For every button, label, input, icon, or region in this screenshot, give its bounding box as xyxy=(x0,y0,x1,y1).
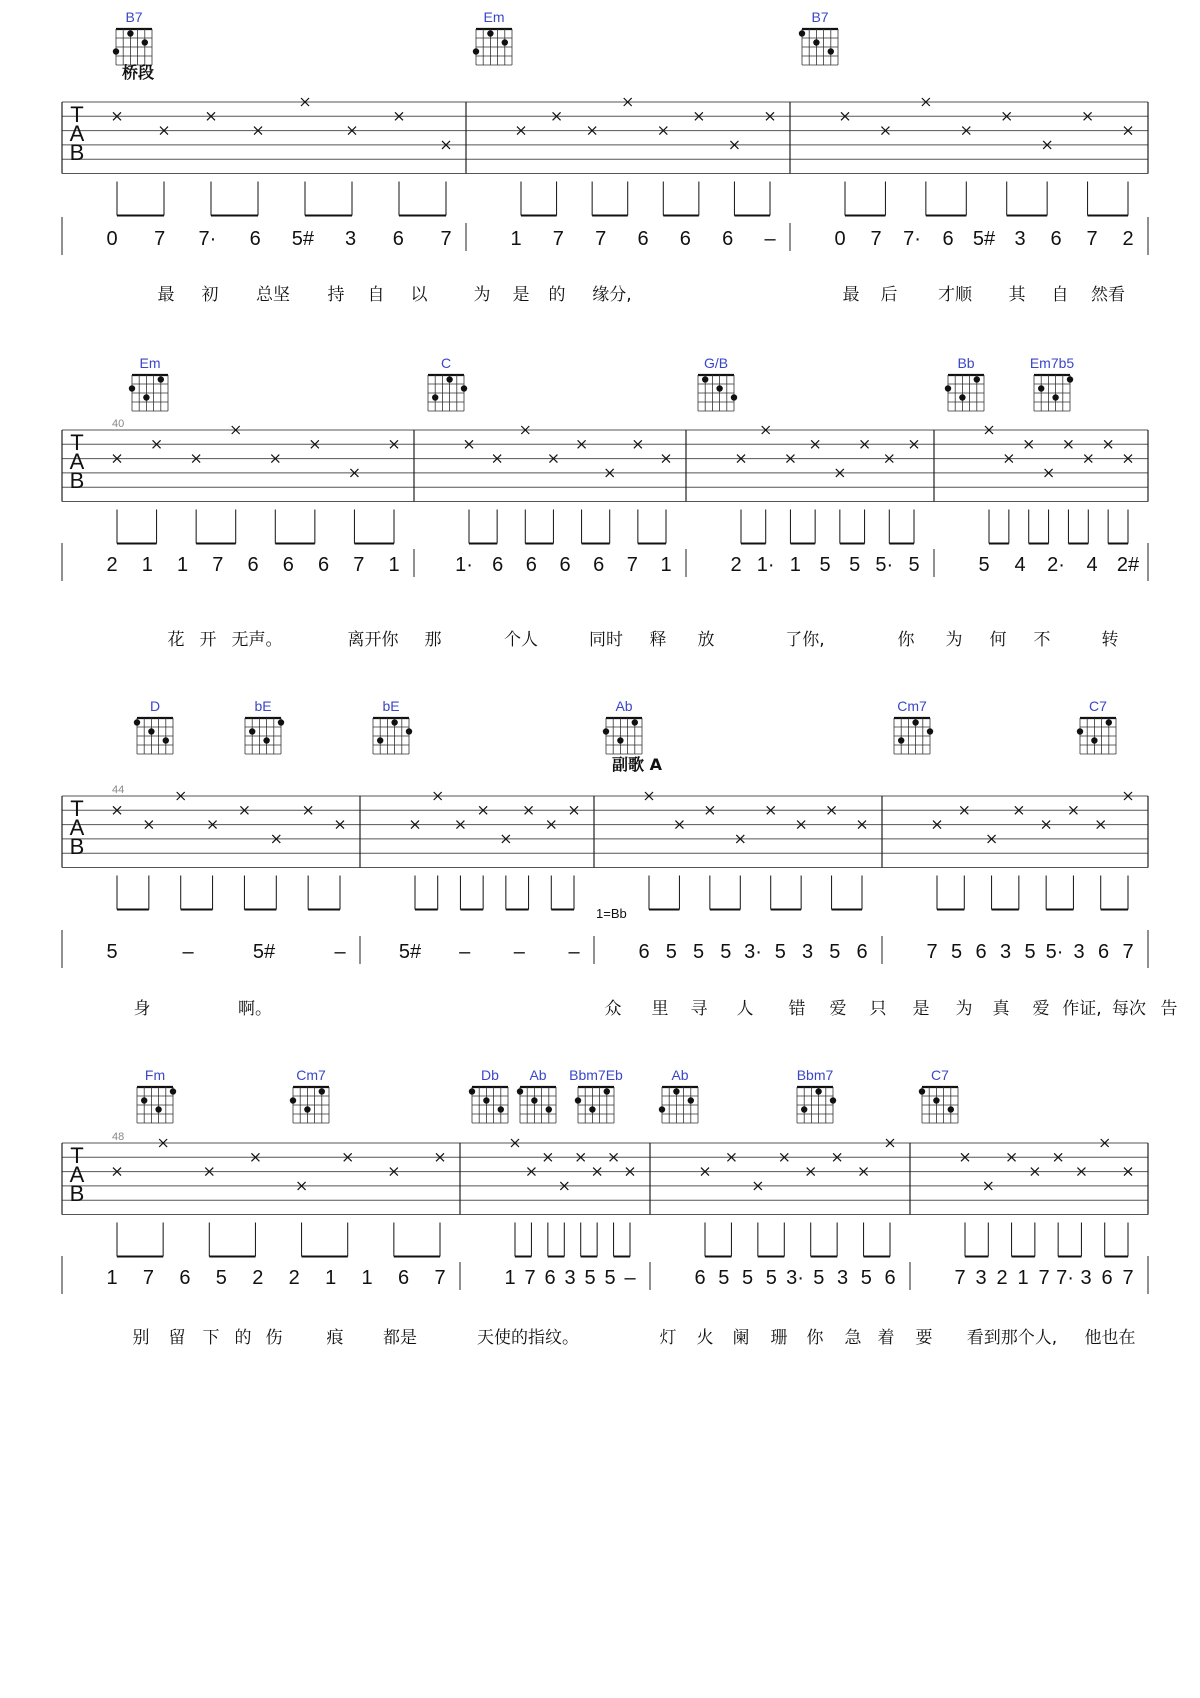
jianpu-note: 4 xyxy=(1014,554,1026,576)
chord-name: Bbm7 xyxy=(796,1067,834,1083)
chord-diagram-ab xyxy=(603,698,642,754)
jianpu-note: 3 xyxy=(975,1267,987,1289)
chord-name: Bb xyxy=(957,355,975,371)
jianpu-note: 5 xyxy=(720,941,732,963)
lyric-word: 错 xyxy=(788,999,806,1019)
lyric-word: 后 xyxy=(880,285,898,305)
jianpu-note: 5# xyxy=(291,228,314,250)
lyric-word: 灯 xyxy=(659,1328,677,1348)
jianpu-note: 7 xyxy=(1122,941,1134,963)
jianpu-note: 6 xyxy=(247,554,259,576)
jianpu-note: 7 xyxy=(524,1267,536,1289)
jianpu-note: 7 xyxy=(142,1267,155,1289)
chord-name: G/B xyxy=(703,355,729,371)
system-1 xyxy=(62,9,1148,305)
lyric-word: 最 xyxy=(842,285,860,305)
jianpu-note: – xyxy=(459,941,471,963)
jianpu-note: 5 xyxy=(584,1267,596,1289)
jianpu-note: 3 xyxy=(801,941,814,963)
lyric-word: 初 xyxy=(201,285,219,305)
tab-clef-letter: T xyxy=(70,1143,84,1168)
jianpu-note: 7 xyxy=(552,228,564,250)
jianpu-note: 6 xyxy=(722,228,734,250)
lyric-word: 无声。 xyxy=(231,630,283,650)
tab-clef-letter: B xyxy=(69,468,85,493)
jianpu-note: 5 xyxy=(741,1267,754,1289)
jianpu-note: 6 xyxy=(179,1267,191,1289)
jianpu-note: 7 xyxy=(626,554,638,576)
tab-clef-letter: A xyxy=(69,121,85,146)
chord-diagram-d xyxy=(134,698,173,754)
chord-name: Em7b5 xyxy=(1029,355,1075,371)
chord-diagram-bbm7eb xyxy=(569,1067,623,1123)
lyric-word: 珊 xyxy=(770,1328,788,1348)
jianpu-note: 5 xyxy=(829,941,841,963)
chord-name: Bbm7Eb xyxy=(569,1067,623,1083)
jianpu-note: 7 xyxy=(1086,228,1098,250)
jianpu-note: 1 xyxy=(361,1267,373,1289)
tab-clef-letter: T xyxy=(70,102,84,127)
chord-name: Fm xyxy=(144,1067,166,1083)
jianpu-note: – xyxy=(764,228,776,250)
jianpu-note: 5 xyxy=(860,1267,872,1289)
jianpu-note: 6 xyxy=(317,554,330,576)
lyric-word: 爱 xyxy=(829,999,847,1019)
jianpu-note: 1 xyxy=(176,554,189,576)
chord-name: B7 xyxy=(125,9,143,25)
lyric-word: 是 xyxy=(912,999,930,1019)
chord-diagram-b7 xyxy=(799,9,838,65)
chord-name: Cm7 xyxy=(897,698,927,714)
jianpu-note: 7 xyxy=(353,554,365,576)
chord-diagram-be xyxy=(245,698,284,754)
lyric-word: 要 xyxy=(915,1328,933,1348)
jianpu-note: 6 xyxy=(544,1267,556,1289)
jianpu-note: 2 xyxy=(288,1267,300,1289)
chord-name: Cm7 xyxy=(296,1067,326,1083)
lyric-word: 转 xyxy=(1101,630,1119,650)
jianpu-note: 5· xyxy=(875,554,894,576)
chord-name: D xyxy=(149,698,161,714)
lyric-word: 持 xyxy=(327,285,345,305)
jianpu-note: 5# xyxy=(972,228,996,250)
tab-clef-letter: B xyxy=(69,834,85,859)
jianpu-note: – xyxy=(513,941,525,963)
jianpu-note: 7 xyxy=(212,554,224,576)
lyric-word: 阑 xyxy=(732,1328,750,1348)
tab-clef-letter: B xyxy=(69,1181,85,1206)
jianpu-note: 5 xyxy=(1024,941,1036,963)
jianpu-note: 2 xyxy=(730,554,742,576)
jianpu-note: 5 xyxy=(813,1267,825,1289)
jianpu-note: 6 xyxy=(392,228,404,250)
tab-clef-letter: T xyxy=(70,430,84,455)
lyric-word: 为 xyxy=(473,285,491,305)
jianpu-note: 3 xyxy=(1014,228,1026,250)
lyric-word: 的 xyxy=(548,285,566,305)
lyric-word: 下 xyxy=(202,1328,220,1348)
jianpu-note: 7 xyxy=(954,1267,966,1289)
jianpu-note: 2 xyxy=(996,1267,1008,1289)
lyric-word: 急 xyxy=(844,1328,862,1348)
measure-number: 40 xyxy=(112,418,125,430)
jianpu-note: 5 xyxy=(718,1267,730,1289)
jianpu-note: 3 xyxy=(1080,1267,1092,1289)
jianpu-note: 5 xyxy=(604,1267,616,1289)
chord-name: C xyxy=(440,355,452,371)
lyric-word: 你 xyxy=(897,630,915,650)
lyric-word: 开 xyxy=(199,630,217,650)
jianpu-note: 5 xyxy=(849,554,861,576)
jianpu-note: 5 xyxy=(908,554,920,576)
lyric-word: 众 xyxy=(604,999,622,1019)
lyric-word: 那 xyxy=(424,630,442,650)
lyric-word: 留 xyxy=(168,1328,186,1348)
chord-name: Em xyxy=(139,355,161,371)
jianpu-note: 6 xyxy=(1101,1267,1113,1289)
jianpu-note: 2 xyxy=(1122,228,1134,250)
jianpu-note: 3· xyxy=(744,941,762,963)
chord-diagram-bb xyxy=(945,355,984,411)
jianpu-note: 6 xyxy=(282,554,294,576)
jianpu-note: 5 xyxy=(665,941,677,963)
jianpu-note: 1 xyxy=(504,1267,516,1289)
jianpu-note: 6 xyxy=(1097,941,1110,963)
jianpu-note: 1 xyxy=(660,554,672,576)
lyric-word: 里 xyxy=(651,999,669,1019)
lyric-word: 何 xyxy=(989,630,1007,650)
lyric-word: 作证, xyxy=(1062,999,1102,1019)
chord-diagram-g-b xyxy=(698,355,737,411)
chord-name: Em xyxy=(483,9,505,25)
lyric-word: 天使的指纹。 xyxy=(477,1328,579,1348)
jianpu-note: 6 xyxy=(249,228,261,250)
lyric-word: 为 xyxy=(945,630,963,650)
section-label-bridge: 桥段 xyxy=(122,63,155,82)
chord-diagram-fm xyxy=(137,1067,176,1123)
system-2 xyxy=(62,355,1148,650)
chord-name: Ab xyxy=(671,1067,689,1083)
tab-clef-letter: T xyxy=(70,796,84,821)
chord-diagram-em7b5 xyxy=(1030,355,1075,411)
lyric-word: 总坚 xyxy=(256,285,290,305)
jianpu-note: 2 xyxy=(106,554,118,576)
chord-diagram-cm7 xyxy=(290,1067,329,1123)
jianpu-note: 6 xyxy=(593,554,605,576)
lyric-word: 花 xyxy=(167,630,185,650)
lyric-word: 最 xyxy=(157,285,175,305)
jianpu-note: 1 xyxy=(789,554,801,576)
lyric-word: 离开你 xyxy=(347,630,399,650)
jianpu-note: 7 xyxy=(1038,1267,1050,1289)
jianpu-note: 6 xyxy=(525,554,537,576)
jianpu-note: 5# xyxy=(252,941,276,963)
chord-diagram-db xyxy=(469,1067,508,1123)
lyric-word: 以 xyxy=(410,285,428,305)
jianpu-note: 3 xyxy=(836,1267,849,1289)
lyric-word: 不 xyxy=(1033,630,1051,650)
chord-diagram-be xyxy=(373,698,412,754)
jianpu-note: 6 xyxy=(856,941,868,963)
lyric-word: 每次 xyxy=(1112,999,1146,1019)
jianpu-note: 6 xyxy=(637,228,649,250)
key-change-label: 1=Bb xyxy=(596,906,627,921)
lyric-word: 寻 xyxy=(690,999,708,1019)
lyric-word: 看到那个人, xyxy=(966,1328,1058,1348)
jianpu-note: 7 xyxy=(440,228,452,250)
jianpu-note: – xyxy=(624,1267,636,1289)
jianpu-note: 2· xyxy=(1047,554,1065,576)
jianpu-note: 3 xyxy=(345,228,357,250)
jianpu-note: – xyxy=(334,941,346,963)
jianpu-note: 5 xyxy=(106,941,118,963)
jianpu-note: 5· xyxy=(1045,941,1064,963)
jianpu-note: 5 xyxy=(950,941,963,963)
lyric-word: 告 xyxy=(1160,999,1178,1019)
lyric-word: 伤 xyxy=(265,1328,283,1348)
jianpu-note: 7 xyxy=(1122,1267,1134,1289)
jianpu-note: – xyxy=(568,941,580,963)
chord-name: bE xyxy=(382,698,400,714)
chord-diagram-em xyxy=(129,355,168,411)
jianpu-note: 6 xyxy=(679,228,691,250)
lyric-word: 为 xyxy=(955,999,973,1019)
jianpu-note: 7 xyxy=(595,228,607,250)
lyric-word: 爱 xyxy=(1032,999,1050,1019)
chord-name: C7 xyxy=(1089,698,1107,714)
jianpu-note: 1 xyxy=(388,554,400,576)
lyric-word: 身 xyxy=(133,999,151,1019)
lyric-word: 缘分, xyxy=(592,285,632,305)
tab-clef-letter: A xyxy=(69,449,85,474)
chord-name: Ab xyxy=(615,698,633,714)
lyric-word: 然看 xyxy=(1091,285,1125,305)
chord-name: bE xyxy=(254,698,272,714)
jianpu-note: 6 xyxy=(492,554,504,576)
lyric-word: 真 xyxy=(992,999,1010,1019)
lyric-word: 都是 xyxy=(383,1328,417,1348)
jianpu-note: 3 xyxy=(564,1267,576,1289)
system-4 xyxy=(62,1067,1148,1348)
chord-name: Ab xyxy=(529,1067,547,1083)
jianpu-note: 6 xyxy=(559,554,571,576)
jianpu-note: 5 xyxy=(215,1267,227,1289)
lyric-word: 释 xyxy=(649,630,667,650)
lyric-word: 着 xyxy=(877,1328,895,1348)
jianpu-note: 5 xyxy=(774,941,786,963)
measure-number: 48 xyxy=(112,1131,125,1143)
jianpu-note: 0 xyxy=(106,228,118,250)
chord-diagram-c xyxy=(428,355,467,411)
chord-diagram-bbm7 xyxy=(797,1067,836,1123)
chord-name: B7 xyxy=(811,9,829,25)
jianpu-note: 1 xyxy=(510,228,522,250)
lyric-word: 人 xyxy=(736,999,754,1019)
chord-name: C7 xyxy=(931,1067,949,1083)
jianpu-note: 3· xyxy=(786,1267,804,1289)
jianpu-note: 6 xyxy=(694,1267,706,1289)
chord-diagram-ab xyxy=(659,1067,698,1123)
jianpu-note: 7 xyxy=(870,228,882,250)
jianpu-note: 3 xyxy=(999,941,1012,963)
jianpu-note: 6 xyxy=(1050,228,1062,250)
lyric-word: 的 xyxy=(234,1328,252,1348)
chord-diagram-b7 xyxy=(113,9,152,65)
jianpu-note: 5 xyxy=(765,1267,777,1289)
jianpu-note: 7 xyxy=(926,941,938,963)
lyric-word: 其 xyxy=(1008,285,1026,305)
lyric-word: 才顺 xyxy=(938,285,972,305)
chord-diagram-c7 xyxy=(1077,698,1116,754)
chord-diagram-cm7 xyxy=(894,698,933,754)
jianpu-note: 7 xyxy=(434,1267,446,1289)
system-3 xyxy=(62,698,1178,1019)
jianpu-note: 6 xyxy=(975,941,987,963)
jianpu-note: 6 xyxy=(884,1267,896,1289)
jianpu-note: 1 xyxy=(141,554,153,576)
lyric-word: 火 xyxy=(696,1328,714,1348)
jianpu-note: 1 xyxy=(106,1267,118,1289)
jianpu-note: 6 xyxy=(638,941,650,963)
jianpu-note: 4 xyxy=(1086,554,1098,576)
measure-number: 44 xyxy=(112,784,125,796)
jianpu-note: 1 xyxy=(325,1267,337,1289)
jianpu-note: 5 xyxy=(692,941,705,963)
lyric-word: 自 xyxy=(1051,285,1069,305)
lyric-word: 个人 xyxy=(504,630,538,650)
lyric-word: 自 xyxy=(367,285,385,305)
chord-diagram-em xyxy=(473,9,512,65)
jianpu-note: – xyxy=(182,941,194,963)
jianpu-note: 2# xyxy=(1116,554,1140,576)
jianpu-note: 1 xyxy=(1017,1267,1029,1289)
lyric-word: 他也在 xyxy=(1084,1328,1136,1348)
jianpu-note: 5 xyxy=(978,554,990,576)
tab-clef-letter: A xyxy=(69,815,85,840)
chord-name: Db xyxy=(481,1067,499,1083)
jianpu-note: 7· xyxy=(198,228,217,250)
lyric-word: 你 xyxy=(806,1328,824,1348)
section-label-chorus: 副歌 A xyxy=(612,755,662,774)
jianpu-note: 6 xyxy=(942,228,954,250)
jianpu-note: 6 xyxy=(397,1267,410,1289)
lyric-word: 啊。 xyxy=(238,999,272,1019)
jianpu-note: 5# xyxy=(398,941,422,963)
jianpu-note: 7· xyxy=(903,228,921,250)
lyric-word: 是 xyxy=(512,285,530,305)
jianpu-note: 0 xyxy=(834,228,846,250)
lyric-word: 同时 xyxy=(589,630,623,650)
tab-clef-letter: B xyxy=(69,140,85,165)
jianpu-note: 7· xyxy=(1056,1267,1074,1289)
jianpu-note: 1· xyxy=(455,554,473,576)
tab-clef-letter: A xyxy=(69,1162,85,1187)
lyric-word: 痕 xyxy=(326,1328,344,1348)
jianpu-note: 7 xyxy=(154,228,166,250)
jianpu-note: 2 xyxy=(252,1267,264,1289)
chord-diagram-ab xyxy=(517,1067,556,1123)
lyric-word: 了你, xyxy=(785,630,825,650)
jianpu-note: 3 xyxy=(1073,941,1085,963)
lyric-word: 放 xyxy=(697,630,715,650)
lyric-word: 只 xyxy=(869,999,887,1019)
jianpu-note: 5 xyxy=(819,554,831,576)
lyric-word: 别 xyxy=(132,1328,150,1348)
chord-diagram-c7 xyxy=(919,1067,958,1123)
jianpu-note: 1· xyxy=(756,554,775,576)
